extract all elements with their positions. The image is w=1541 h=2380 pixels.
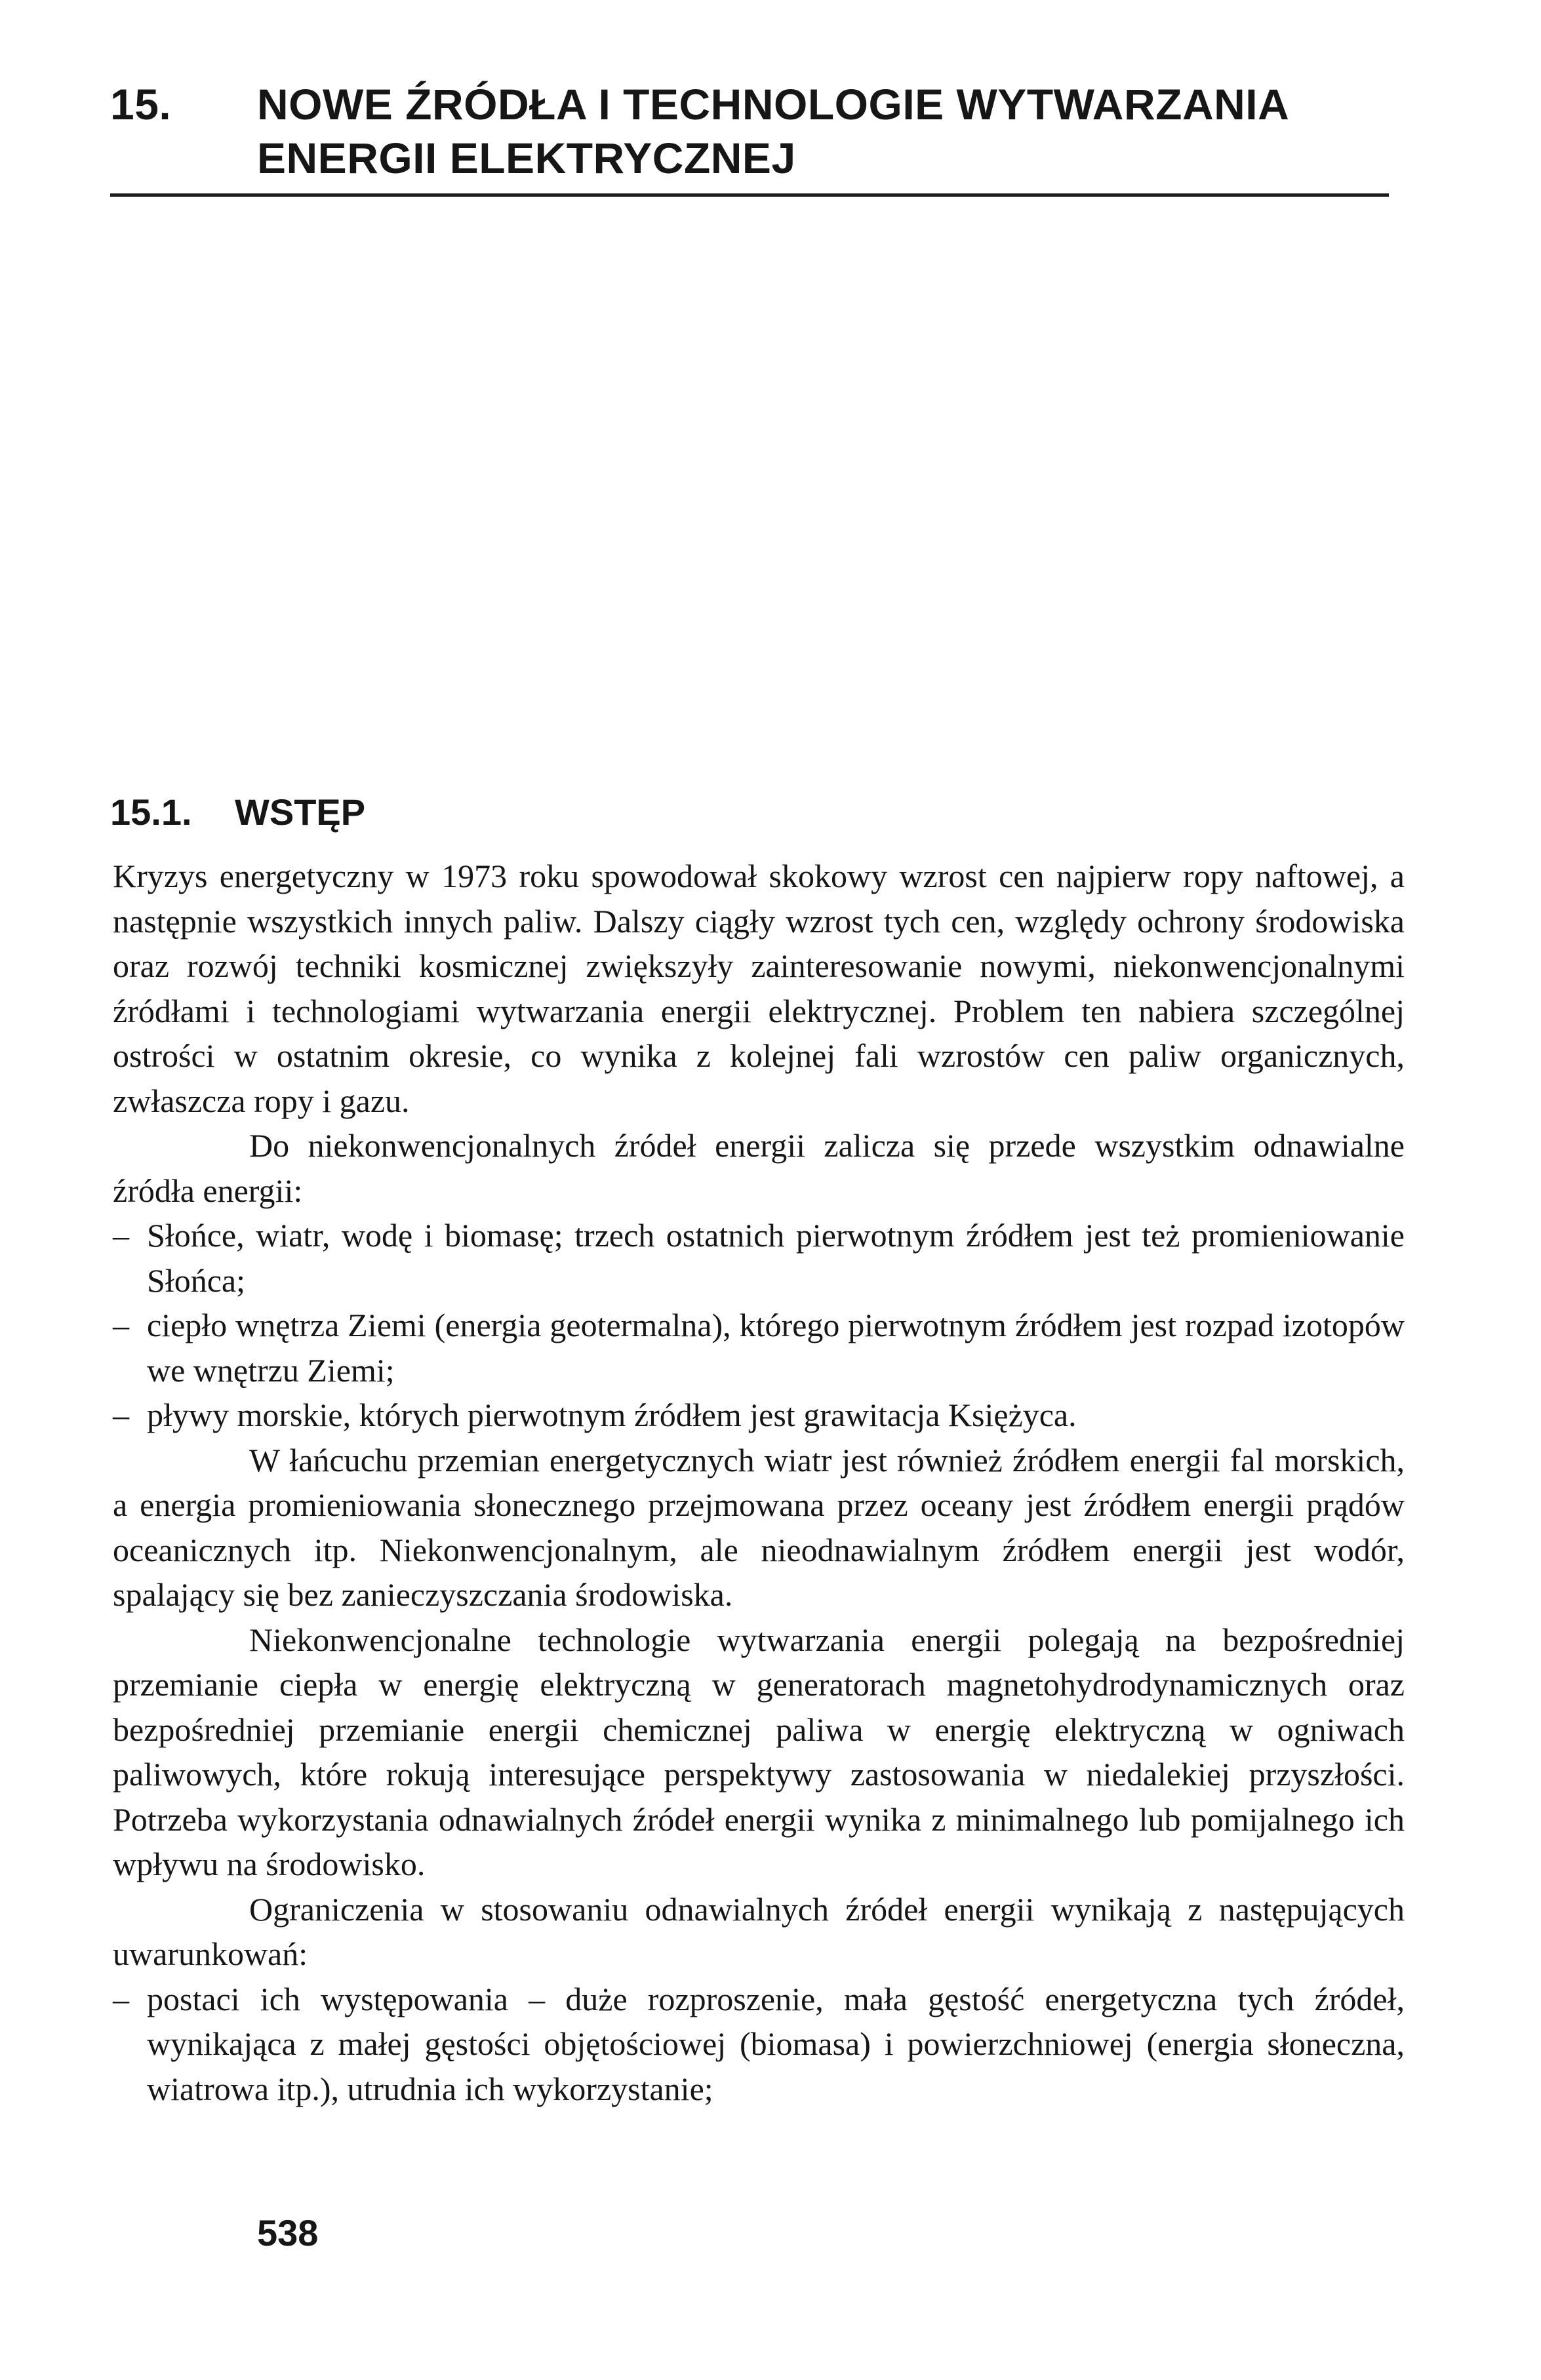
list-item <box>113 1303 1405 1393</box>
chapter-heading <box>110 77 1430 185</box>
section-title: WSTĘP <box>235 791 366 833</box>
chapter-title-line-1: NOWE ŹRÓDŁA I TECHNOLOGIE WYTWARZANIA <box>257 80 1290 129</box>
limitations-list <box>113 1977 1405 2112</box>
list-dash: – <box>113 1307 129 1343</box>
paragraph-5: Ograniczenia w stosowaniu odnawialnych źródeł energii wynikają z następujących uwarunkowań: <box>113 1890 1405 1972</box>
paragraph-2: Do niekonwencjonalnych źródeł energii zalicza się przede wszystkim odnawialne źródła energii: <box>113 1127 1405 1209</box>
chapter-title-line-2: ENERGII ELEKTRYCZNEJ <box>257 134 796 182</box>
list-item-text: ciepło wnętrza Ziemi (energia geotermalna), którego pierwotnym źródłem jest rozpad izotopów we wnętrzu Ziemi; <box>147 1307 1405 1389</box>
list-dash: – <box>113 1980 129 2017</box>
section-number: 15.1. <box>110 791 192 833</box>
list-item-text: pływy morskie, których pierwotnym źródłem jest grawitacja Księżyca. <box>147 1397 1077 1433</box>
list-item <box>113 1213 1405 1303</box>
list-item <box>113 1393 1405 1438</box>
list-item-text: Słońce, wiatr, wodę i biomasę; trzech ostatnich pierwotnym źródłem jest też promieniowanie Słońca; <box>147 1217 1405 1299</box>
list-dash: – <box>113 1217 129 1254</box>
paragraph-1: Kryzys energetyczny w 1973 roku spowodował skokowy wzrost cen najpierw ropy naftowej, a następnie wszystkich innych paliw. Dalszy ciągły wzrost tych cen, względy ochrony środowiska oraz rozwój techniki kosmicznej zwiększyły zainteresowanie nowymi, niekonwencjonalnymi źródłami i technologiami wytwarzania energii elektrycznej. Problem ten nabiera szczególnej ostrości w ostatnim okresie, co wynika z kolejnej fali wzrostów cen paliw organicznych, zwłaszcza ropy i gazu. <box>113 858 1405 1119</box>
body-text <box>113 854 1405 2111</box>
chapter-number: 15. <box>110 80 172 129</box>
renewable-sources-list <box>113 1213 1405 1438</box>
list-item <box>113 1977 1405 2112</box>
section-heading <box>110 790 365 835</box>
list-item-text: postaci ich występowania – duże rozproszenie, mała gęstość energetyczna tych źródeł, wynikająca z małej gęstości objętościowej (biomasa) i powierzchniowej (energia słoneczna, wiatrowa itp.), utrudnia ich wykorzystanie; <box>147 1980 1405 2107</box>
page-number: 538 <box>257 2212 319 2253</box>
paragraph-4: Niekonwencjonalne technologie wytwarzania energii polegają na bezpośredniej przemianie ciepła w energię elektryczną w generatorach magnetohydrodynamicznych oraz bezpośredniej przemianie energii chemicznej paliwa w energię elektryczną w ogniwach paliwowych, które rokują interesujące perspektywy zastosowania w niedalekiej przyszłości. Potrzeba wykorzystania odnawialnych źródeł energii wynika z minimalnego lub pomijalnego ich wpływu na środowisko. <box>113 1621 1405 1882</box>
list-dash: – <box>113 1397 129 1433</box>
chapter-divider <box>110 193 1389 197</box>
paragraph-3: W łańcuchu przemian energetycznych wiatr jest również źródłem energii fal morskich, a energia promieniowania słonecznego przejmowana przez oceany jest źródłem energii prądów oceanicznych itp. Niekonwencjonalnym, ale nieodnawialnym źródłem energii jest wodór, spalający się bez zanieczyszczania środowiska. <box>113 1441 1405 1613</box>
